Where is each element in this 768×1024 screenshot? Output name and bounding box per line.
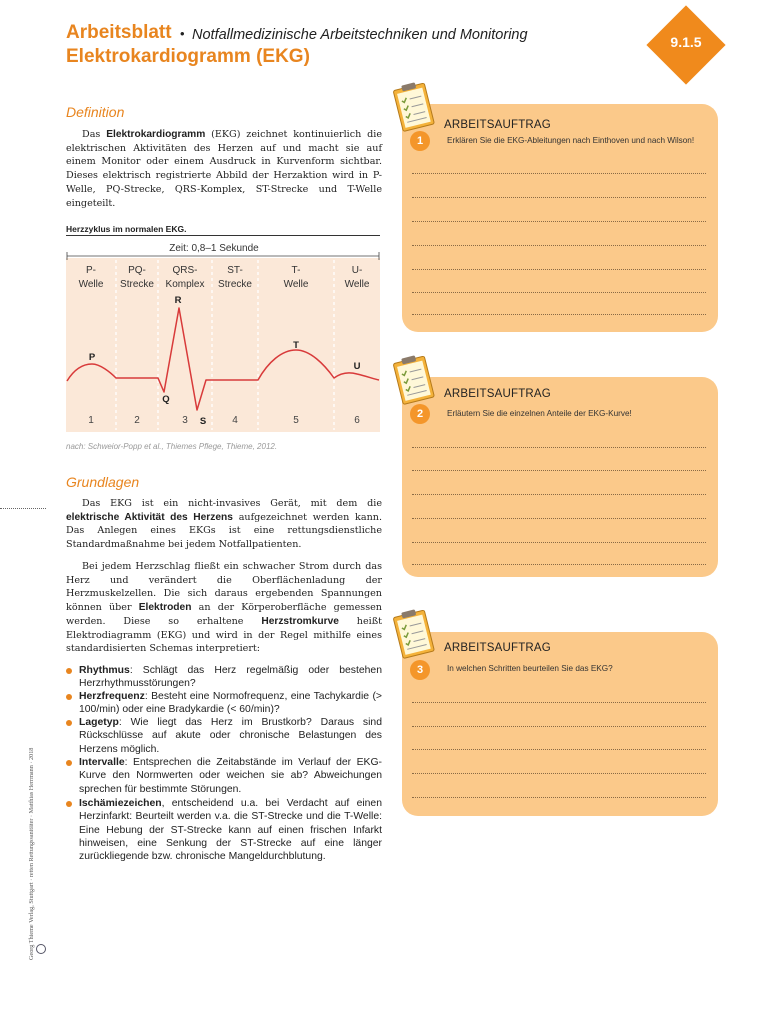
ekg-caption: Herzzyklus im normalen EKG.	[66, 224, 187, 234]
copyright-note: Georg Thieme Verlag, Stuttgart · retten Rettungssanitäter · Matthias Herrmann · 2018	[28, 747, 35, 960]
task-3-question: In welchen Schritten beurteilen Sie das EKG?	[447, 664, 613, 673]
segment-number-6: 6	[354, 415, 360, 426]
task-2-heading: ARBEITSAUFTRAG	[444, 388, 551, 400]
answer-line[interactable]	[412, 447, 706, 448]
segment-label-3-line2: Komplex	[165, 279, 205, 290]
ekg-curve	[67, 308, 379, 410]
segment-label-5-line2: Welle	[283, 279, 309, 290]
answer-line[interactable]	[412, 726, 706, 727]
section-number: 9.1.5	[670, 34, 702, 50]
task-box-2	[402, 377, 718, 577]
definition-text: Das Elektrokardiogramm (EKG) zeichnet kontinuierlich die elektrischen Aktivitäten des Herzen auf und macht sie auf einem Monitor oder einem Ausdruck in Kurvenform sichtbar. Dieses elektrisch registrierte Abbild der Herzaktion wird in P-Welle, PQ-Strecke, QRS-Komplex, ST-Strecke und T-Welle eingeteilt.	[66, 129, 382, 209]
bullet-dot-icon	[66, 760, 72, 766]
task-box-3	[402, 632, 718, 816]
bullet-item-lagetyp: Lagetyp: Wie liegt das Herz im Brustkorb? Daraus sind Rückschlüsse auf akute oder chronische Belastungen des Herzens möglich.	[66, 716, 382, 756]
task-2-question: Erläutern Sie die einzelnen Anteile der EKG-Kurve!	[447, 409, 632, 418]
segment-label-1-line2: Welle	[78, 279, 104, 290]
task-2-number: 2	[410, 404, 430, 424]
worksheet-label: Arbeitsblatt	[66, 22, 172, 43]
bullet-item-ischaemiezeichen: Ischämiezeichen, entscheidend u.a. bei Verdacht auf einen Herzinfarkt: Beurteilt werden v.a. die ST-Strecke und die T-Welle: Eine Hebung der ST-Strecke kann auf einen frischen Infarkt hinweisen, eine Senkung der ST-Strecke auf eine länger zurückliegende bzw. chronische Mangeldurchblutung.	[66, 797, 382, 863]
wave-label-r: R	[174, 295, 182, 306]
segment-label-2-line1: PQ-	[128, 265, 146, 276]
task-3-number: 3	[410, 660, 430, 680]
header-bullet: •	[180, 26, 185, 41]
bullet-dot-icon	[66, 668, 72, 674]
answer-line[interactable]	[412, 797, 706, 798]
segment-number-1: 1	[88, 415, 94, 426]
wave-label-u: U	[353, 361, 361, 372]
wave-label-q: Q	[162, 394, 170, 405]
task-1-heading: ARBEITSAUFTRAG	[444, 119, 551, 131]
bullet-item-intervalle: Intervalle: Entsprechen die Zeitabstände im Verlauf der EKG-Kurve den Normwerten oder weichen sie ab? Abweichungen sprechen für bestimmte Störungen.	[66, 756, 382, 796]
time-label: Zeit: 0,8–1 Sekunde	[169, 243, 259, 254]
task-1-number: 1	[410, 131, 430, 151]
answer-line[interactable]	[412, 702, 706, 703]
answer-line[interactable]	[412, 494, 706, 495]
clipboard-icon	[390, 351, 440, 411]
definition-heading: Definition	[66, 104, 125, 120]
answer-line[interactable]	[412, 773, 706, 774]
segment-label-1-line1: P-	[86, 265, 96, 276]
segment-label-5-line1: T-	[291, 265, 301, 276]
segment-number-3: 3	[182, 415, 188, 426]
bullet-dot-icon	[66, 694, 72, 700]
grundlagen-heading: Grundlagen	[66, 474, 140, 490]
segment-label-2-line2: Strecke	[120, 279, 154, 290]
task-1-question: Erklären Sie die EKG-Ableitungen nach Einthoven und nach Wilson!	[447, 136, 695, 145]
clipboard-icon	[390, 605, 440, 665]
segment-number-2: 2	[134, 415, 140, 426]
answer-line[interactable]	[412, 749, 706, 750]
segment-label-4-line2: Strecke	[218, 279, 252, 290]
clipboard-icon	[390, 78, 440, 138]
bullet-item-rhythmus: Rhythmus: Schlägt das Herz regelmäßig oder bestehen Herzrhythmusstörungen?	[66, 664, 382, 691]
grundlagen-paragraph-2: Bei jedem Herzschlag fließt ein schwacher Strom durch das Herz und verändert die Oberflächenladung der Herzmuskelzellen. Die sich daraus ergebenden Spannungen können über Elektroden an der Körperoberfläche gemessen werden. Diese so erhaltene Herzstromkurve heißt Elektrodiagramm (EKG) und wird in der Regel mithilfe eines standardisierten Schemas interpretiert:	[66, 561, 382, 655]
grundlagen-paragraph-1: Das EKG ist ein nicht-invasives Gerät, mit dem die elektrische Aktivität des Herzens aufgezeichnet werden kann. Das Anlegen eines EKGs ist eine rettungsdienstliche Standardmaßnahme bei jedem Notfallpatienten.	[66, 498, 382, 551]
answer-line[interactable]	[412, 542, 706, 543]
answer-line[interactable]	[412, 292, 706, 293]
segment-label-6-line1: U-	[351, 265, 363, 276]
segment-label-6-line2: Welle	[344, 279, 370, 290]
wave-label-p: P	[88, 352, 96, 363]
bullet-item-herzfrequenz: Herzfrequenz: Besteht eine Normofrequenz, eine Tachykardie (> 100/min) oder eine Bradykardie (< 60/min)?	[66, 690, 382, 717]
figure-source: nach: Schweior-Popp et al., Thiemes Pflege, Thieme, 2012.	[66, 442, 278, 451]
publisher-logo-icon	[36, 944, 46, 954]
wave-label-t: T	[293, 340, 299, 351]
answer-line[interactable]	[412, 518, 706, 519]
answer-line[interactable]	[412, 269, 706, 270]
answer-line[interactable]	[412, 173, 706, 174]
answer-line[interactable]	[412, 221, 706, 222]
segment-number-4: 4	[232, 415, 238, 426]
segment-label-3-line1: QRS-	[172, 265, 198, 276]
bullet-dot-icon	[66, 720, 72, 726]
segment-number-5: 5	[293, 415, 299, 426]
segment-label-4-line1: ST-	[227, 265, 243, 276]
margin-dotted-line	[0, 508, 46, 509]
chapter-subtitle: Notfallmedizinische Arbeitstechniken und Monitoring	[192, 27, 528, 43]
answer-line[interactable]	[412, 245, 706, 246]
answer-line[interactable]	[412, 564, 706, 565]
answer-line[interactable]	[412, 470, 706, 471]
answer-line[interactable]	[412, 197, 706, 198]
page-title: Elektrokardiogramm (EKG)	[66, 46, 310, 67]
bullet-dot-icon	[66, 801, 72, 807]
task-3-heading: ARBEITSAUFTRAG	[444, 642, 551, 654]
wave-label-s: S	[199, 416, 207, 427]
answer-line[interactable]	[412, 314, 706, 315]
